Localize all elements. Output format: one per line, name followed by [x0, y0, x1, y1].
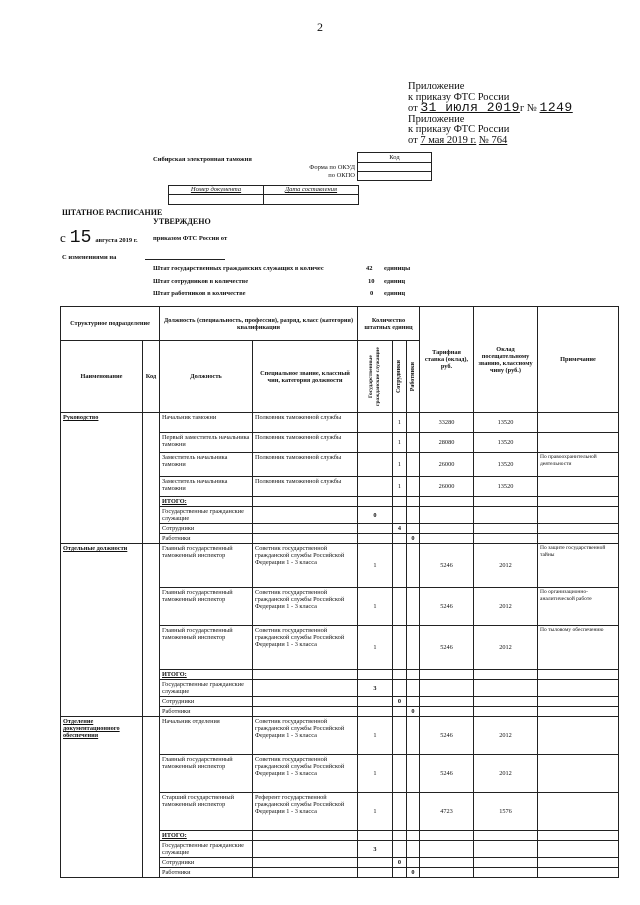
- note-cell: [538, 793, 619, 831]
- shtat-title: ШТАТНОЕ РАСПИСАНИЕ: [62, 208, 163, 217]
- header-position-group: Должность (специальность, профессия), разряд, класс (категория) квалификации: [160, 307, 358, 341]
- total-note: [538, 831, 619, 841]
- from-date: [60, 228, 138, 248]
- staff-table: [60, 306, 619, 878]
- header-salary: Оклад посещательному званию, классному чину (руб.): [474, 307, 538, 413]
- civil-cell: [358, 413, 393, 433]
- appendix2-number: № 764: [478, 134, 508, 146]
- table-row: [61, 413, 619, 433]
- total-civil: [358, 534, 393, 544]
- total-rank: [253, 534, 358, 544]
- rank-cell: Советник государственной гражданской службы Российской Федерации 1 - 3 класса: [253, 755, 358, 793]
- total-note: [538, 841, 619, 858]
- total-label: Государственные гражданские служащие: [160, 680, 253, 697]
- header-officers-text: Сотрудники: [396, 359, 402, 394]
- officers-cell: [393, 793, 407, 831]
- header-note: Примечание: [538, 307, 619, 413]
- rank-cell: Референт государственной гражданской службы Российской Федерации 1 - 3 класса: [253, 793, 358, 831]
- total-civil: [358, 858, 393, 868]
- total-tariff: [420, 680, 474, 697]
- workers-cell: [407, 433, 420, 453]
- section-code: [143, 544, 160, 717]
- salary-cell: 2012: [474, 588, 538, 626]
- note-cell: [538, 717, 619, 755]
- header-qty: Количество штатных единиц: [358, 307, 420, 341]
- civil-cell: 1: [358, 793, 393, 831]
- workers-cell: [407, 413, 420, 433]
- total-officers: [393, 868, 407, 878]
- tariff-cell: 5246: [420, 588, 474, 626]
- order-text: приказом ФТС России от: [153, 235, 228, 242]
- position-cell: Заместитель начальника таможни: [160, 477, 253, 497]
- tariff-cell: 26000: [420, 453, 474, 477]
- total-salary: [474, 534, 538, 544]
- total-salary: [474, 858, 538, 868]
- total-note: [538, 707, 619, 717]
- rank-cell: Полковник таможенной службы: [253, 413, 358, 433]
- total-civil: [358, 831, 393, 841]
- total-workers: 0: [407, 534, 420, 544]
- civil-cell: [358, 477, 393, 497]
- section-name: Отделение документационного обеспечения: [61, 717, 143, 878]
- section-name: Отдельные должности: [61, 544, 143, 717]
- rank-cell: Полковник таможенной службы: [253, 453, 358, 477]
- total-salary: [474, 868, 538, 878]
- officers-cell: 1: [393, 433, 407, 453]
- total-officers: [393, 534, 407, 544]
- officers-cell: 1: [393, 477, 407, 497]
- total-tariff: [420, 831, 474, 841]
- total-workers: [407, 858, 420, 868]
- total-officers: [393, 680, 407, 697]
- header-position: Должность: [160, 341, 253, 413]
- header-civil-text: Государственные гражданские служащие: [368, 347, 381, 406]
- total-rank: [253, 831, 358, 841]
- changes-label: С изменениями на: [62, 254, 117, 261]
- tariff-cell: 5246: [420, 626, 474, 670]
- workers-cell: [407, 477, 420, 497]
- total-label: Работники: [160, 707, 253, 717]
- appendix2-date: 7 мая 2019 г.: [420, 134, 477, 146]
- total-workers: [407, 670, 420, 680]
- position-cell: Главный государственный таможенный инспектор: [160, 588, 253, 626]
- total-note: [538, 868, 619, 878]
- officers-cell: 1: [393, 453, 407, 477]
- header-civil: [358, 341, 393, 413]
- total-tariff: [420, 707, 474, 717]
- total-label: Государственные гражданские служащие: [160, 507, 253, 524]
- total-label: Сотрудники: [160, 697, 253, 707]
- rank-cell: Советник государственной гражданской службы Российской Федерации 1 - 3 класса: [253, 588, 358, 626]
- total-label: ИТОГО:: [160, 670, 253, 680]
- count-officers-label: Штат сотрудников в количестве: [153, 278, 249, 285]
- total-rank: [253, 868, 358, 878]
- total-officers: 4: [393, 524, 407, 534]
- tariff-cell: 5246: [420, 717, 474, 755]
- total-tariff: [420, 534, 474, 544]
- workers-cell: [407, 626, 420, 670]
- position-cell: Первый заместитель начальника таможни: [160, 433, 253, 453]
- okud-label: Форма по ОКУД: [309, 164, 355, 171]
- note-cell: [538, 755, 619, 793]
- rank-cell: Советник государственной гражданской службы Российской Федерации 1 - 3 класса: [253, 717, 358, 755]
- table-row: [61, 544, 619, 588]
- total-rank: [253, 841, 358, 858]
- civil-cell: [358, 453, 393, 477]
- total-tariff: [420, 524, 474, 534]
- total-tariff: [420, 841, 474, 858]
- tariff-cell: 26000: [420, 477, 474, 497]
- note-cell: [538, 477, 619, 497]
- total-civil: [358, 524, 393, 534]
- header-code: Код: [143, 341, 160, 413]
- total-workers: [407, 497, 420, 507]
- position-cell: Старший государственный таможенный инспектор: [160, 793, 253, 831]
- tariff-cell: 4723: [420, 793, 474, 831]
- appendix-line-6: [408, 136, 573, 147]
- total-officers: [393, 841, 407, 858]
- count-civil-unit: единицы: [384, 265, 411, 272]
- section-name: Руководство: [61, 413, 143, 544]
- total-tariff: [420, 670, 474, 680]
- total-rank: [253, 670, 358, 680]
- appendix-line-4: Приложение: [408, 113, 465, 125]
- total-tariff: [420, 868, 474, 878]
- total-note: [538, 507, 619, 524]
- position-cell: Главный государственный таможенный инспектор: [160, 626, 253, 670]
- total-workers: 0: [407, 707, 420, 717]
- total-note: [538, 670, 619, 680]
- rank-cell: Полковник таможенной службы: [253, 433, 358, 453]
- header-tariff: Тарифная ставка (оклад), руб.: [420, 307, 474, 413]
- header-workers: [407, 341, 420, 413]
- total-tariff: [420, 507, 474, 524]
- count-workers-label: Штат работников в количестве: [153, 290, 246, 297]
- count-workers-unit: единиц: [384, 290, 406, 297]
- from-prefix: с: [60, 230, 66, 245]
- count-officers-value: 10: [368, 278, 375, 285]
- note-cell: По защите государственной тайны: [538, 544, 619, 588]
- rank-cell: Полковник таможенной службы: [253, 477, 358, 497]
- total-rank: [253, 524, 358, 534]
- total-label: Государственные гражданские служащие: [160, 841, 253, 858]
- total-label: ИТОГО:: [160, 831, 253, 841]
- count-officers-unit: единиц: [384, 278, 406, 285]
- salary-cell: 13520: [474, 413, 538, 433]
- civil-cell: 1: [358, 544, 393, 588]
- total-label: Работники: [160, 868, 253, 878]
- salary-cell: 2012: [474, 544, 538, 588]
- appendix-line-3: [408, 100, 573, 115]
- officers-cell: [393, 544, 407, 588]
- total-workers: [407, 524, 420, 534]
- officers-cell: 1: [393, 413, 407, 433]
- total-label: Сотрудники: [160, 524, 253, 534]
- header-rank: Специальное звание, классный чин, категория должности: [253, 341, 358, 413]
- total-civil: [358, 707, 393, 717]
- workers-cell: [407, 793, 420, 831]
- approved-label: УТВЕРЖДЕНО: [153, 217, 211, 226]
- header-workers-text: Работники: [409, 361, 416, 392]
- total-officers: 0: [393, 697, 407, 707]
- civil-cell: 1: [358, 755, 393, 793]
- doc-date-cell: [263, 194, 359, 205]
- officers-cell: [393, 626, 407, 670]
- total-tariff: [420, 497, 474, 507]
- total-rank: [253, 507, 358, 524]
- header-struct: Структурное подразделение: [61, 307, 160, 341]
- total-workers: 0: [407, 868, 420, 878]
- appendix-number-handwritten: 1249: [539, 100, 573, 115]
- total-note: [538, 858, 619, 868]
- workers-cell: [407, 588, 420, 626]
- position-cell: Начальник отделения: [160, 717, 253, 755]
- total-salary: [474, 497, 538, 507]
- from-day: 15: [69, 228, 92, 248]
- total-tariff: [420, 697, 474, 707]
- okpo-label: по ОКПО: [328, 172, 355, 179]
- civil-cell: 1: [358, 626, 393, 670]
- total-workers: [407, 841, 420, 858]
- total-salary: [474, 670, 538, 680]
- total-label: ИТОГО:: [160, 497, 253, 507]
- total-rank: [253, 697, 358, 707]
- total-civil: 3: [358, 841, 393, 858]
- position-cell: Главный государственный таможенный инспектор: [160, 755, 253, 793]
- kod-label: Код: [389, 154, 400, 161]
- position-cell: Начальник таможни: [160, 413, 253, 433]
- total-rank: [253, 858, 358, 868]
- total-civil: 3: [358, 680, 393, 697]
- salary-cell: 13520: [474, 433, 538, 453]
- total-salary: [474, 524, 538, 534]
- salary-cell: 2012: [474, 717, 538, 755]
- note-cell: По правоохранительной деятельности: [538, 453, 619, 477]
- total-note: [538, 497, 619, 507]
- total-salary: [474, 680, 538, 697]
- doc-date-label: Дата составления: [284, 186, 338, 193]
- org-name: Сибирская электронная таможня: [153, 156, 252, 163]
- section-code: [143, 717, 160, 878]
- total-civil: [358, 697, 393, 707]
- total-officers: [393, 707, 407, 717]
- total-workers: [407, 697, 420, 707]
- total-civil: 0: [358, 507, 393, 524]
- total-rank: [253, 497, 358, 507]
- total-officers: [393, 670, 407, 680]
- position-cell: Главный государственный таможенный инспектор: [160, 544, 253, 588]
- total-civil: [358, 868, 393, 878]
- civil-cell: 1: [358, 717, 393, 755]
- position-cell: Заместитель начальника таможни: [160, 453, 253, 477]
- appendix-line-2: к приказу ФТС России: [408, 91, 510, 103]
- officers-cell: [393, 588, 407, 626]
- officers-cell: [393, 717, 407, 755]
- civil-cell: 1: [358, 588, 393, 626]
- total-civil: [358, 497, 393, 507]
- salary-cell: 2012: [474, 755, 538, 793]
- total-label: Сотрудники: [160, 858, 253, 868]
- note-cell: [538, 433, 619, 453]
- appendix-date-handwritten: 31 июля 2019: [420, 100, 520, 115]
- civil-cell: [358, 433, 393, 453]
- total-salary: [474, 831, 538, 841]
- from-rest: августа 2019 г.: [95, 237, 138, 244]
- total-salary: [474, 507, 538, 524]
- note-cell: По тыловому обеспечению: [538, 626, 619, 670]
- workers-cell: [407, 544, 420, 588]
- note-cell: [538, 413, 619, 433]
- appendix2-from: от: [408, 134, 418, 146]
- appendix-line-1: Приложение: [408, 81, 465, 92]
- total-officers: [393, 831, 407, 841]
- workers-cell: [407, 755, 420, 793]
- total-workers: [407, 507, 420, 524]
- note-cell: По организационно-аналитической работе: [538, 588, 619, 626]
- header-row-1: [61, 307, 619, 341]
- tariff-cell: 5246: [420, 755, 474, 793]
- total-officers: 0: [393, 858, 407, 868]
- total-officers: [393, 507, 407, 524]
- total-rank: [253, 707, 358, 717]
- count-civil-value: 42: [366, 265, 373, 272]
- salary-cell: 1576: [474, 793, 538, 831]
- total-salary: [474, 841, 538, 858]
- officers-cell: [393, 755, 407, 793]
- header-officers: [393, 341, 407, 413]
- total-tariff: [420, 858, 474, 868]
- doc-number-cell: [168, 194, 264, 205]
- count-civil-label: Штат государственных гражданских служащих в количес: [153, 265, 324, 272]
- appendix-line-5: к приказу ФТС России: [408, 124, 510, 135]
- total-workers: [407, 831, 420, 841]
- rank-cell: Советник государственной гражданской службы Российской Федерации 1 - 3 класса: [253, 544, 358, 588]
- page-number: 2: [317, 20, 323, 34]
- total-officers: [393, 497, 407, 507]
- count-workers-value: 0: [370, 290, 374, 297]
- salary-cell: 13520: [474, 453, 538, 477]
- tariff-cell: 28080: [420, 433, 474, 453]
- section-code: [143, 413, 160, 544]
- workers-cell: [407, 717, 420, 755]
- appendix-from: от: [408, 103, 418, 114]
- workers-cell: [407, 453, 420, 477]
- total-workers: [407, 680, 420, 697]
- total-note: [538, 534, 619, 544]
- total-note: [538, 524, 619, 534]
- tariff-cell: 33280: [420, 413, 474, 433]
- changes-line: [145, 259, 225, 260]
- doc-number-label: Номер документа: [190, 186, 242, 193]
- table-row: [61, 717, 619, 755]
- salary-cell: 2012: [474, 626, 538, 670]
- header-name: Наименование: [61, 341, 143, 413]
- rank-cell: Советник государственной гражданской службы Российской Федерации 1 - 3 класса: [253, 626, 358, 670]
- total-civil: [358, 670, 393, 680]
- appendix-block: [408, 82, 573, 146]
- total-rank: [253, 680, 358, 697]
- total-note: [538, 680, 619, 697]
- appendix-no-label: г №: [519, 103, 537, 114]
- tariff-cell: 5246: [420, 544, 474, 588]
- total-label: Работники: [160, 534, 253, 544]
- total-salary: [474, 707, 538, 717]
- total-note: [538, 697, 619, 707]
- salary-cell: 13520: [474, 477, 538, 497]
- okpo-cell: [357, 171, 432, 181]
- total-salary: [474, 697, 538, 707]
